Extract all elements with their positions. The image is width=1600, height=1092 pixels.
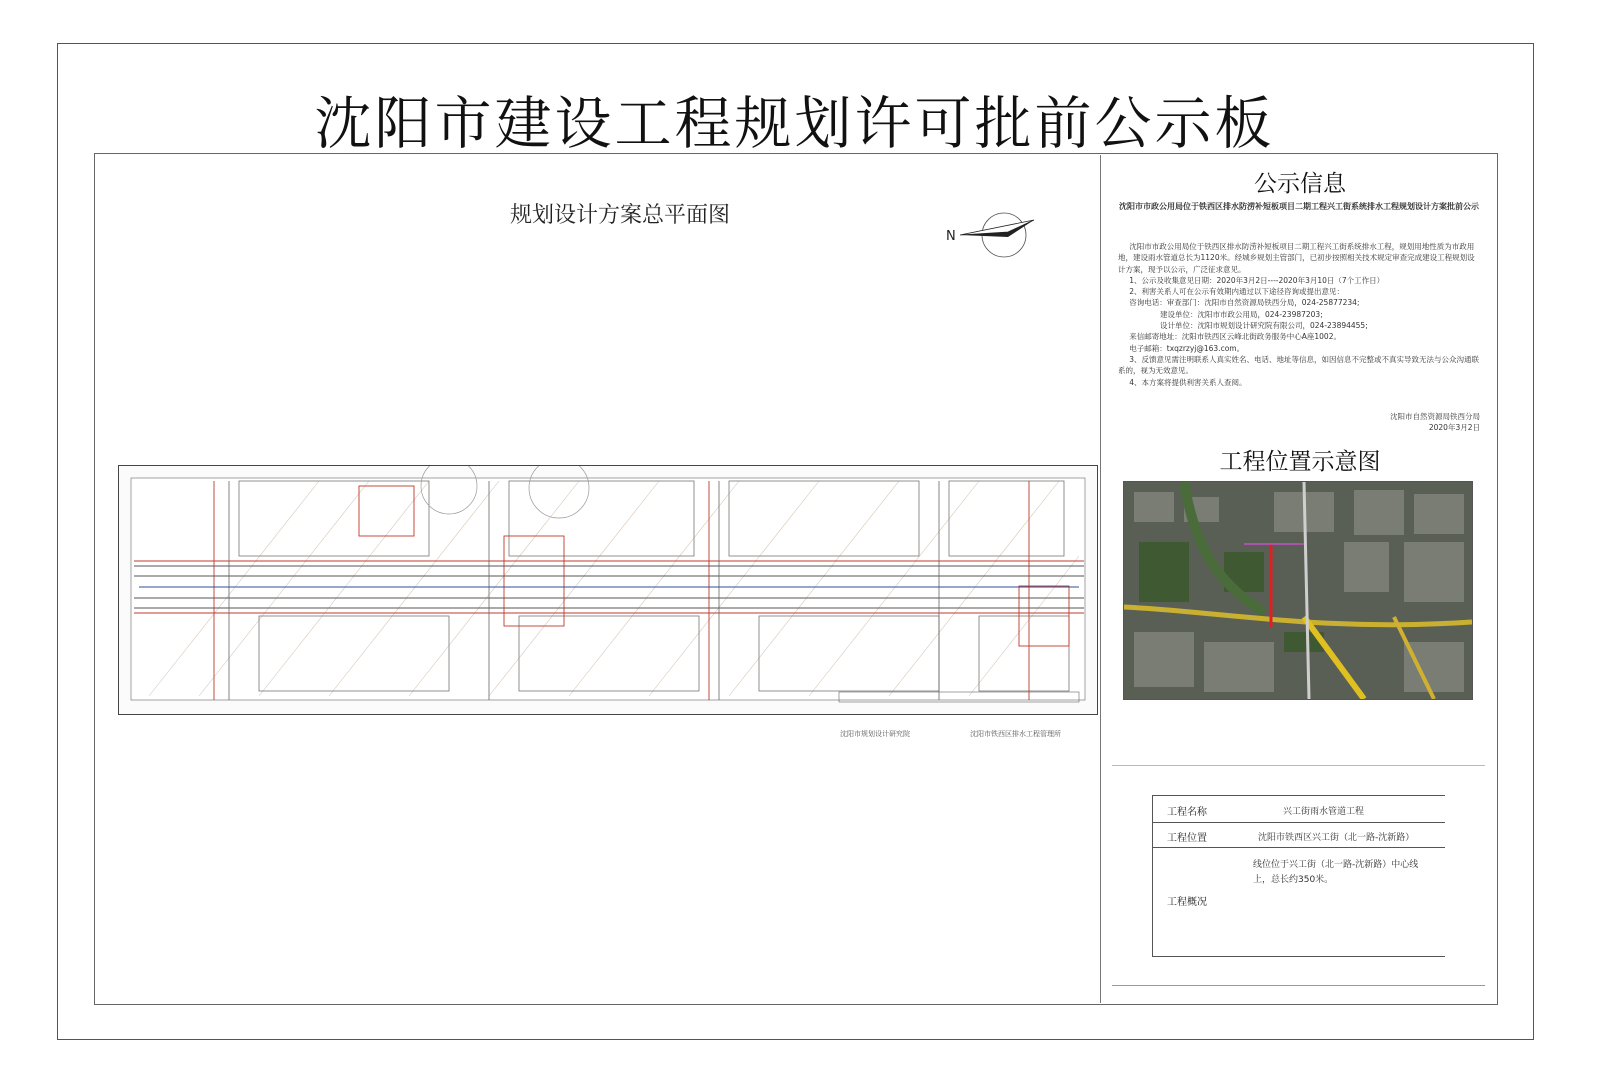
location-title: 工程位置示意图 bbox=[1219, 449, 1381, 475]
separator bbox=[1112, 985, 1485, 986]
plan-title: 规划设计方案总平面图 bbox=[509, 203, 730, 228]
project-name: 沈阳市市政公用局位于铁西区排水防涝补短板项目二期工程兴工街系统排水工程规划设计方案批前公示 bbox=[1119, 202, 1479, 211]
notice-item-2: 2、利害关系人可在公示有效期内通过以下途径咨询或提出意见： bbox=[1129, 287, 1345, 297]
project-info-table bbox=[1152, 795, 1445, 957]
notice-intro: 沈阳市市政公用局位于铁西区排水防涝补短板项目二期工程兴工街系统排水工程，规划用地性质为市政用地，建设雨水管道总长为1120米。经城乡规划主管部门，已初步按照相关技术规定审查完成建设工程规划设计方案，现予以公示，广泛征求意见。 bbox=[1118, 242, 1475, 274]
separator bbox=[1112, 765, 1485, 766]
drawing-caption-left: 沈阳市规划设计研究院 bbox=[840, 730, 910, 738]
signature-date: 2020年3月2日 bbox=[1428, 423, 1480, 432]
row-label: 工程位置 bbox=[1167, 833, 1207, 844]
contact-review: 咨询电话：审查部门：沈阳市自然资源局铁西分局，024-25877234; bbox=[1129, 298, 1360, 308]
row-value: 沈阳市铁西区兴工街（北一路-沈新路） bbox=[1258, 833, 1415, 843]
location-satellite-map bbox=[1123, 481, 1473, 700]
notice-title: 公示信息 bbox=[1254, 171, 1346, 197]
site-plan-drawing bbox=[118, 465, 1098, 715]
table-row bbox=[1153, 823, 1445, 848]
notice-body bbox=[1118, 241, 1480, 388]
contact-designer: 设计单位：沈阳市规划设计研究院有限公司，024-23894455; bbox=[1160, 321, 1368, 331]
contact-builder: 建设单位：沈阳市市政公用局，024-23987203; bbox=[1160, 309, 1323, 319]
board-title: 沈阳市建设工程规划许可批前公示板 bbox=[314, 91, 1275, 157]
signature bbox=[1300, 411, 1480, 433]
row-label: 工程概况 bbox=[1167, 897, 1207, 908]
row-value: 线位位于兴工街（北一路-沈新路）中心线上，总长约350米。 bbox=[1253, 860, 1419, 885]
email-address: 电子邮箱：txqzrzyj@163.com。 bbox=[1129, 343, 1245, 353]
mail-address: 来信邮寄地址：沈阳市铁西区云峰北街政务服务中心A座1002。 bbox=[1129, 332, 1341, 342]
notice-item-3: 3、反馈意见需注明联系人真实姓名、电话、地址等信息，如因信息不完整或不真实导致无法与公众沟通联系的，视为无效意见。 bbox=[1118, 354, 1480, 376]
notice-item-1: 1、公示及收集意见日期：2020年3月2日----2020年3月10日（7个工作日） bbox=[1129, 275, 1385, 285]
north-arrow-icon bbox=[942, 210, 1037, 260]
signature-org: 沈阳市自然资源局铁西分局 bbox=[1390, 412, 1480, 421]
row-label: 工程名称 bbox=[1167, 807, 1207, 818]
compass-label: N bbox=[946, 229, 956, 244]
row-value: 兴工街雨水管道工程 bbox=[1283, 807, 1365, 817]
column-divider bbox=[1100, 155, 1101, 1003]
drawing-caption-right: 沈阳市铁西区排水工程管理所 bbox=[970, 730, 1061, 738]
table-row bbox=[1153, 848, 1445, 956]
table-row bbox=[1153, 796, 1445, 823]
notice-item-4: 4、本方案将提供利害关系人查阅。 bbox=[1129, 377, 1247, 387]
